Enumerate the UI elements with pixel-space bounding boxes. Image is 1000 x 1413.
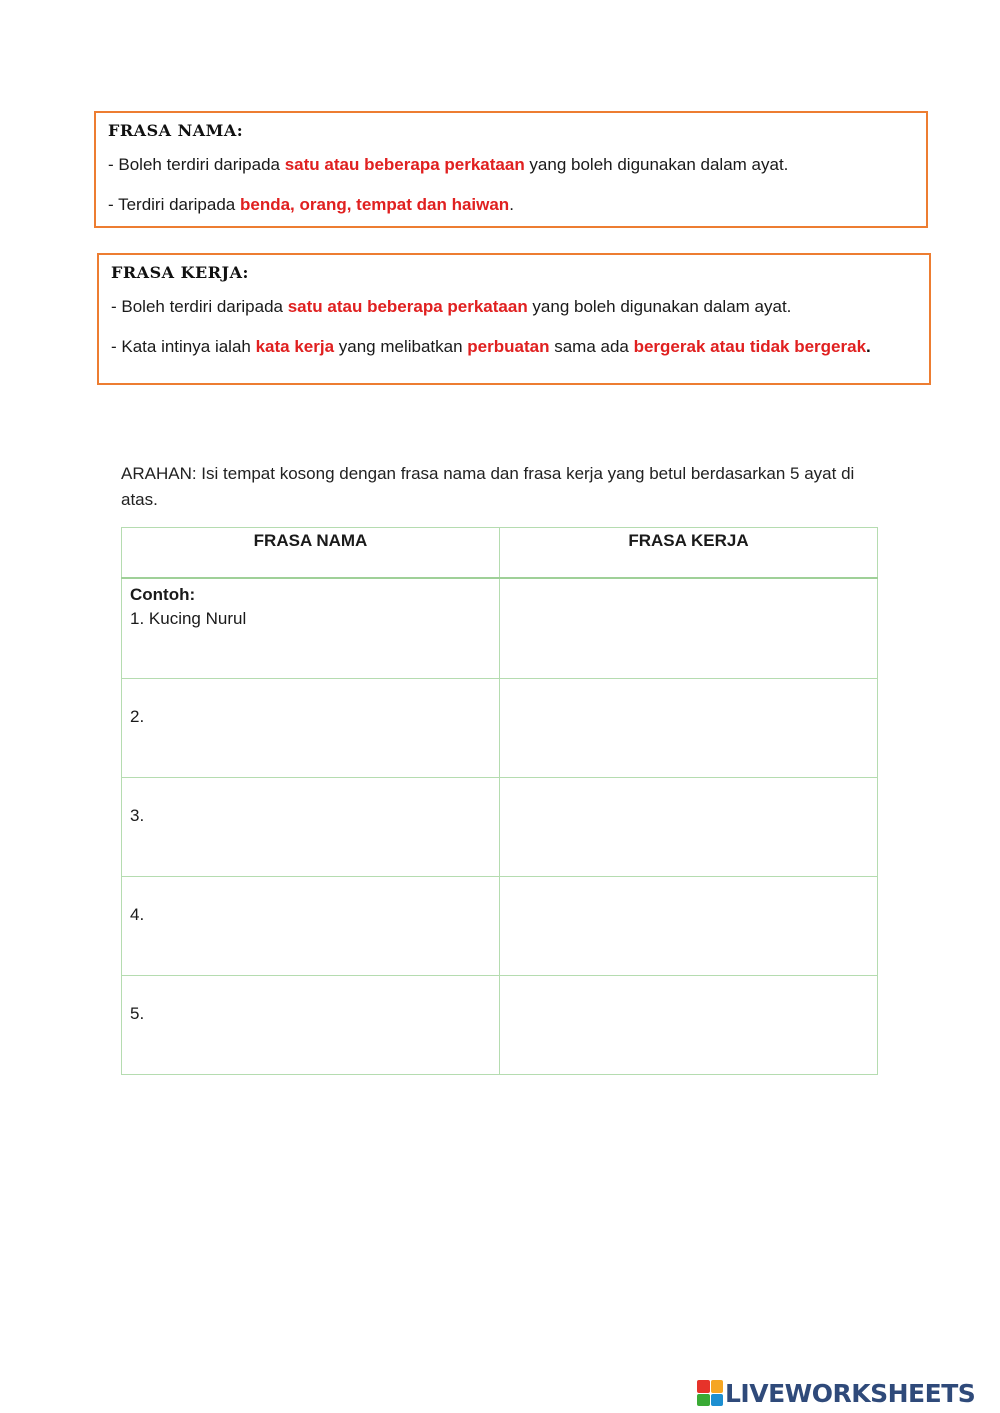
frasa-nama-line-1: - Boleh terdiri daripada satu atau beberapa perkataan yang boleh digunakan dalam ayat. — [108, 155, 789, 174]
answer-cell-kerja-2[interactable] — [500, 679, 878, 778]
logo-mark-icon — [697, 1380, 723, 1406]
liveworksheets-logo — [697, 1376, 975, 1410]
frasa-kerja-line-1: - Boleh terdiri daripada satu atau beberapa perkataan yang boleh digunakan dalam ayat. — [111, 297, 792, 316]
table-row — [122, 578, 878, 679]
answer-table — [121, 527, 878, 1075]
example-value: 1. Kucing Nurul — [130, 608, 247, 628]
instruction-text: ARAHAN: Isi tempat kosong dengan frasa nama dan frasa kerja yang betul berdasarkan 5 ayat di atas. — [121, 464, 855, 509]
header-frasa-nama: FRASA NAMA — [122, 528, 500, 578]
frasa-kerja-line-2: - Kata intinya ialah kata kerja yang melibatkan perbuatan sama ada bergerak atau tidak bergerak. — [111, 337, 871, 356]
answer-cell-nama-5[interactable]: 5. — [122, 976, 500, 1075]
table-row — [122, 976, 878, 1075]
table-row — [122, 679, 878, 778]
answer-cell-kerja-4[interactable] — [500, 877, 878, 976]
table-row — [122, 778, 878, 877]
table-row — [122, 877, 878, 976]
frasa-nama-line-2: - Terdiri daripada benda, orang, tempat dan haiwan. — [108, 195, 514, 214]
answer-cell-kerja-3[interactable] — [500, 778, 878, 877]
answer-cell-nama-3[interactable]: 3. — [122, 778, 500, 877]
frasa-kerja-title: FRASA KERJA: — [111, 263, 249, 282]
answer-cell-kerja-1[interactable] — [500, 578, 878, 679]
frasa-nama-title: FRASA NAMA: — [108, 121, 244, 140]
logo-text: LIVEWORKSHEETS — [725, 1378, 976, 1408]
answer-cell-nama-2[interactable]: 2. — [122, 679, 500, 778]
example-cell — [122, 578, 500, 679]
answer-cell-nama-4[interactable]: 4. — [122, 877, 500, 976]
header-frasa-kerja: FRASA KERJA — [500, 528, 878, 578]
frasa-kerja-box — [97, 253, 931, 385]
frasa-nama-box — [94, 111, 928, 228]
example-label: Contoh: — [130, 584, 196, 604]
table-header-row — [122, 528, 878, 578]
answer-cell-kerja-5[interactable] — [500, 976, 878, 1075]
